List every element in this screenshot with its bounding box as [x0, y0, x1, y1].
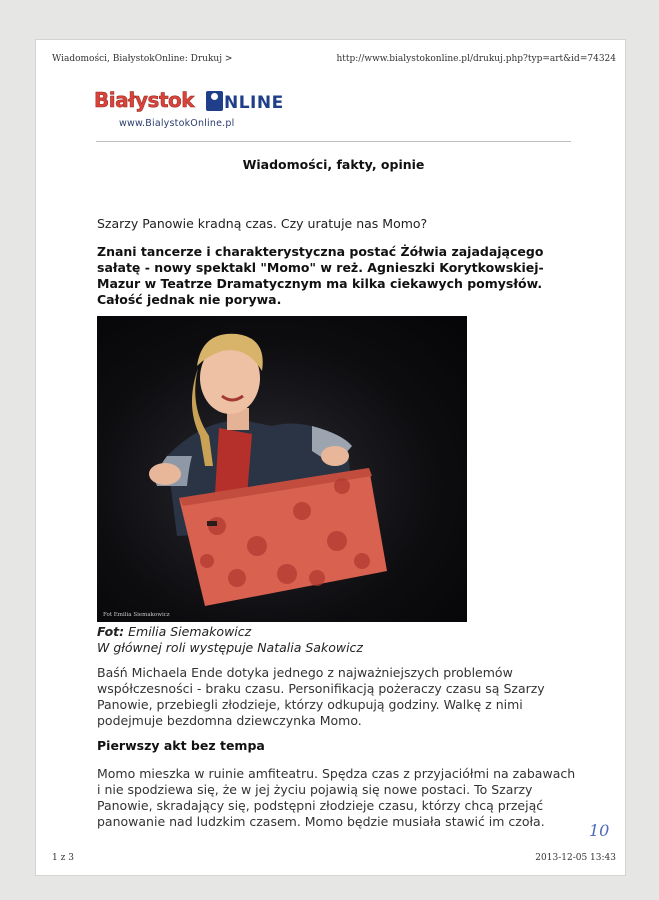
article-lead: Znani tancerze i charakterystyczna postać Żółwia zajadającego sałatę - nowy spektakl "Momo" w reż. Agnieszki Korytkowskiej-Mazur w Teatrze Dramatycznym ma kilka ciekawych pomysłów. Całość jednak nie porywa. [97, 244, 544, 307]
page-number: 1 z 3 [52, 853, 74, 863]
article-photo [97, 316, 467, 622]
caption-text: W głównej roli występuje Natalia Sakowicz [97, 640, 363, 655]
print-header-url: http://www.bialystokonline.pl/drukuj.php?typ=art&id=74324 [336, 54, 616, 64]
logo-o-figure-icon [206, 91, 223, 111]
article-subheading: Pierwszy akt bez tempa [97, 738, 265, 753]
photo-illustration [97, 316, 467, 622]
article-title: Szarzy Panowie kradną czas. Czy uratuje nas Momo? [97, 216, 428, 231]
logo-online-text: NLINE [224, 93, 284, 113]
header-divider [96, 141, 571, 142]
photo-credit-overlay: Fot Emilia Siemakowicz [103, 612, 170, 618]
logo-brand-text: Białystok [94, 88, 195, 112]
caption-label: Fot: [97, 624, 125, 639]
photo-caption [97, 624, 363, 656]
article-paragraph-2: Momo mieszka w ruinie amfiteatru. Spędza czas z przyjaciółmi na zabawach i nie spodziewa się, że w jej życiu pojawią się nowe postaci. To Szarzy Panowie, skradający się, podstępni złodzieje czasu, którzy chcą przejąć panowanie nad ludzkim czasem. Momo będzie musiała stawić im czoła. [97, 766, 576, 829]
print-timestamp: 2013-12-05 13:43 [535, 853, 616, 863]
caption-author: Emilia Siemakowicz [128, 624, 252, 639]
handwritten-page-note: 10 [589, 821, 610, 840]
print-header-title: Wiadomości, BiałystokOnline: Drukuj > [52, 54, 233, 64]
section-title: Wiadomości, fakty, opinie [242, 157, 425, 172]
article-paragraph-1: Baśń Michaela Ende dotyka jednego z najważniejszych problemów współczesności - braku czasu. Personifikacją pożeraczy czasu są Szarzy Panowie, przebiegli złodzieje, którzy odkupują godziny. Walkę z nimi podejmuje bezdomna dziewczynka Momo. [97, 665, 545, 728]
bialystokonline-logo[interactable] [94, 88, 304, 134]
logo-url: www.BialystokOnline.pl [119, 118, 235, 129]
